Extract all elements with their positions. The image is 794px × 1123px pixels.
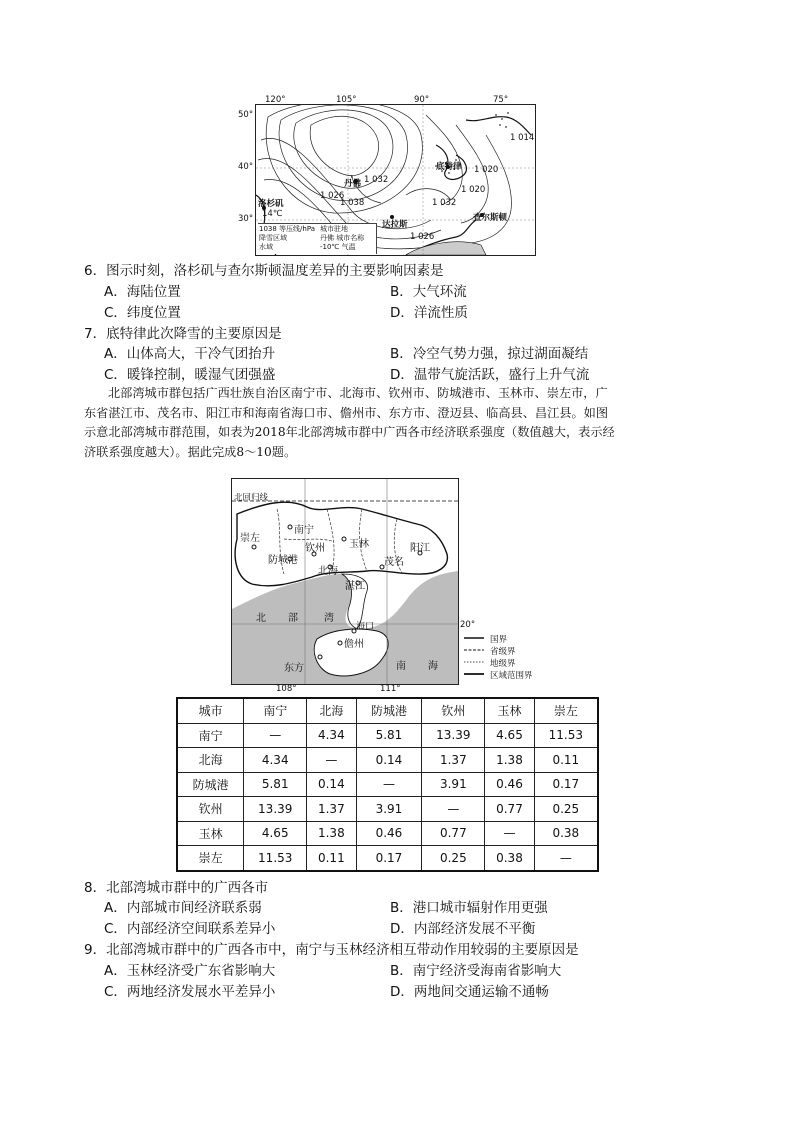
question-6-stem: 6．图示时刻，洛杉矶与查尔斯顿温度差异的主要影响因素是	[84, 263, 444, 279]
passage-line: 示意北部湾城市群范围，如表为2018年北部湾城市群中广西各市经济联系强度（数值越大，表示经	[84, 425, 615, 439]
place-charleston: 查尔斯顿	[473, 213, 508, 223]
map-city-label: 阳江	[410, 543, 430, 554]
sea-label: 湾	[324, 613, 334, 624]
question-8-option-b: B．港口城市辐射作用更强	[390, 900, 548, 916]
table-cell: 13.39	[422, 723, 485, 748]
lon-label-75: 75°	[493, 95, 509, 105]
question-8-option-a: A．内部城市间经济联系弱	[104, 900, 262, 916]
legend-city: 城市驻地	[320, 225, 348, 233]
table-header-cell: 玉林	[485, 698, 534, 723]
table-row	[177, 821, 598, 846]
map-city-label: 东方	[284, 663, 304, 674]
isobar-label: 1 020	[474, 165, 499, 175]
question-8-option-c: C．内部经济空间联系差异小	[104, 921, 276, 937]
table-cell: 3.91	[356, 797, 422, 822]
lat-label-30: 30°	[238, 214, 254, 224]
question-6-option-d: D．洋流性质	[390, 305, 468, 321]
table-cell: 0.14	[307, 772, 356, 797]
map-city-label: 北海	[318, 566, 338, 577]
table-cell: —	[307, 748, 356, 773]
question-9-option-c: C．两地经济发展水平差异小	[104, 984, 276, 1000]
place-los-angeles: 洛杉矶	[258, 199, 284, 209]
question-7-option-b: B．冷空气势力强，掠过湖面凝结	[390, 346, 589, 362]
map-city-label: 海口	[356, 622, 375, 632]
map-city-label: 茂名	[384, 557, 404, 568]
table-cell: 北海	[177, 748, 244, 773]
isobar-label: 1 032	[432, 198, 457, 208]
tropic-label: 北回归线	[234, 493, 269, 503]
weather-map	[238, 104, 536, 256]
table-cell: —	[534, 846, 598, 871]
sea-label: 部	[288, 613, 298, 624]
table-row	[177, 846, 598, 871]
table-cell: 4.34	[307, 723, 356, 748]
table-cell: 0.25	[534, 797, 598, 822]
table-cell: 防城港	[177, 772, 244, 797]
isobar-label: 1 032	[364, 175, 389, 185]
table-header-cell: 防城港	[356, 698, 422, 723]
table-cell: 5.81	[356, 723, 422, 748]
table-row	[177, 748, 598, 773]
isobar-label: 1 026	[410, 232, 435, 242]
legend-line-samples	[462, 632, 486, 682]
table-cell: 0.17	[356, 846, 422, 871]
los-angeles-temp: 14℃	[262, 209, 283, 219]
table-cell: 0.46	[356, 821, 422, 846]
map-city-label: 钦州	[305, 543, 325, 554]
lat-label-40: 40°	[238, 162, 254, 172]
isobar-label: 1 020	[461, 185, 486, 195]
table-cell: 4.34	[244, 748, 307, 773]
sea-label: 海	[428, 661, 438, 672]
isobar-label: 1 014	[510, 133, 535, 143]
legend-country-border: 国界	[490, 635, 508, 645]
table-header-cell: 北海	[307, 698, 356, 723]
table-cell: —	[244, 723, 307, 748]
table-cell: 3.91	[422, 772, 485, 797]
table-header-cell: 崇左	[534, 698, 598, 723]
table-cell: 崇左	[177, 846, 244, 871]
table-row	[177, 797, 598, 822]
sea-label: 北	[256, 613, 266, 624]
table-header-cell: 城市	[177, 698, 244, 723]
lat-label-20: 20°	[460, 620, 476, 630]
place-detroit: 底特律	[436, 162, 462, 172]
legend-isobar: 1038 等压线/hPa	[259, 225, 316, 233]
table-cell: 1.37	[422, 748, 485, 773]
table-cell: —	[485, 821, 534, 846]
table-cell: 南宁	[177, 723, 244, 748]
table-cell: 0.46	[485, 772, 534, 797]
question-7-option-c: C．暖锋控制，暖湿气团强盛	[104, 367, 276, 383]
question-9-option-b: B．南宁经济受海南省影响大	[390, 963, 562, 979]
table-header-row	[177, 698, 598, 723]
passage	[84, 384, 696, 462]
map-city-label: 儋州	[344, 639, 364, 650]
passage-line: 北部湾城市群包括广西壮族自治区南宁市、北海市、钦州市、防城港市、玉林市、崇左市，广	[108, 386, 608, 400]
legend-prefecture-border: 地级界	[490, 659, 516, 669]
table-cell: 0.77	[485, 797, 534, 822]
beibu-map-legend	[462, 632, 552, 682]
map-city-label: 南宁	[294, 525, 314, 536]
table-cell: 11.53	[534, 723, 598, 748]
lon-label-108: 108°	[276, 684, 297, 694]
table-cell: 5.81	[244, 772, 307, 797]
sea-label: 南	[396, 661, 406, 672]
table-cell: 0.38	[485, 846, 534, 871]
passage-line: 济联系强度越大）。据此完成8～10题。	[84, 444, 297, 459]
question-7-option-a: A．山体高大，干冷气团抬升	[104, 346, 276, 362]
table-cell: 0.77	[422, 821, 485, 846]
legend-region-border: 区域范围界	[490, 671, 533, 681]
table-cell: 4.65	[244, 821, 307, 846]
economic-linkage-table	[176, 697, 599, 872]
table-cell: 13.39	[244, 797, 307, 822]
table-row	[177, 772, 598, 797]
passage-line: 东省湛江市、茂名市、阳江市和海南省海口市、儋州市、东方市、澄迈县、临高县、昌江县。如图	[84, 405, 609, 420]
question-6-option-a: A．海陆位置	[104, 284, 181, 300]
lat-label-50: 50°	[238, 110, 254, 120]
table-cell: —	[422, 797, 485, 822]
table-cell: —	[356, 772, 422, 797]
table-cell: 0.11	[307, 846, 356, 871]
beibu-gulf-map	[231, 478, 459, 685]
lon-label-111: 111°	[380, 684, 401, 694]
legend-temp: -10℃ 气温	[320, 243, 356, 251]
map-city-label: 防城港	[268, 555, 298, 566]
legend-city-name: 丹佛 城市名称	[320, 234, 365, 242]
question-8-stem: 8．北部湾城市群中的广西各市	[84, 880, 269, 896]
table-header-cell: 钦州	[422, 698, 485, 723]
place-dallas: 达拉斯	[382, 220, 408, 230]
question-8-option-d: D．内部经济发展不平衡	[390, 921, 536, 937]
map-city-label: 玉林	[349, 539, 369, 550]
legend-precip: 降雪区域	[259, 234, 287, 242]
lon-label-105: 105°	[336, 95, 357, 105]
table-cell: 4.65	[485, 723, 534, 748]
table-cell: 玉林	[177, 821, 244, 846]
table-header-cell: 南宁	[244, 698, 307, 723]
question-9-option-a: A．玉林经济受广东省影响大	[104, 963, 276, 979]
table-cell: 1.38	[485, 748, 534, 773]
legend-province-border: 省级界	[490, 647, 516, 657]
question-7-option-d: D．温带气旋活跃，盛行上升气流	[390, 367, 590, 383]
table-cell: 0.25	[422, 846, 485, 871]
table-cell: 1.37	[307, 797, 356, 822]
table-cell: 0.14	[356, 748, 422, 773]
weather-map-legend	[258, 223, 377, 254]
table-cell: 0.38	[534, 821, 598, 846]
lon-label-90: 90°	[414, 95, 430, 105]
table-cell: 钦州	[177, 797, 244, 822]
question-7-stem: 7．底特律此次降雪的主要原因是	[84, 326, 282, 342]
table-row	[177, 723, 598, 748]
table-cell: 11.53	[244, 846, 307, 871]
lon-label-120: 120°	[265, 95, 286, 105]
question-9-stem: 9．北部湾城市群中的广西各市中，南宁与玉林经济相互带动作用较弱的主要原因是	[84, 942, 579, 958]
question-9-option-d: D．两地间交通运输不通畅	[390, 984, 549, 1000]
map-city-label: 湛江	[345, 581, 365, 592]
isobar-label: 1 026	[320, 191, 345, 201]
place-denver: 丹佛	[344, 179, 362, 189]
question-6-option-c: C．纬度位置	[104, 305, 181, 321]
isobar-label: 1 038	[340, 198, 365, 208]
table-cell: 1.38	[307, 821, 356, 846]
table-cell: 0.17	[534, 772, 598, 797]
legend-water: 水域	[259, 243, 273, 251]
table-cell: 0.11	[534, 748, 598, 773]
map-city-label: 崇左	[240, 533, 260, 544]
question-6-option-b: B．大气环流	[390, 284, 467, 300]
